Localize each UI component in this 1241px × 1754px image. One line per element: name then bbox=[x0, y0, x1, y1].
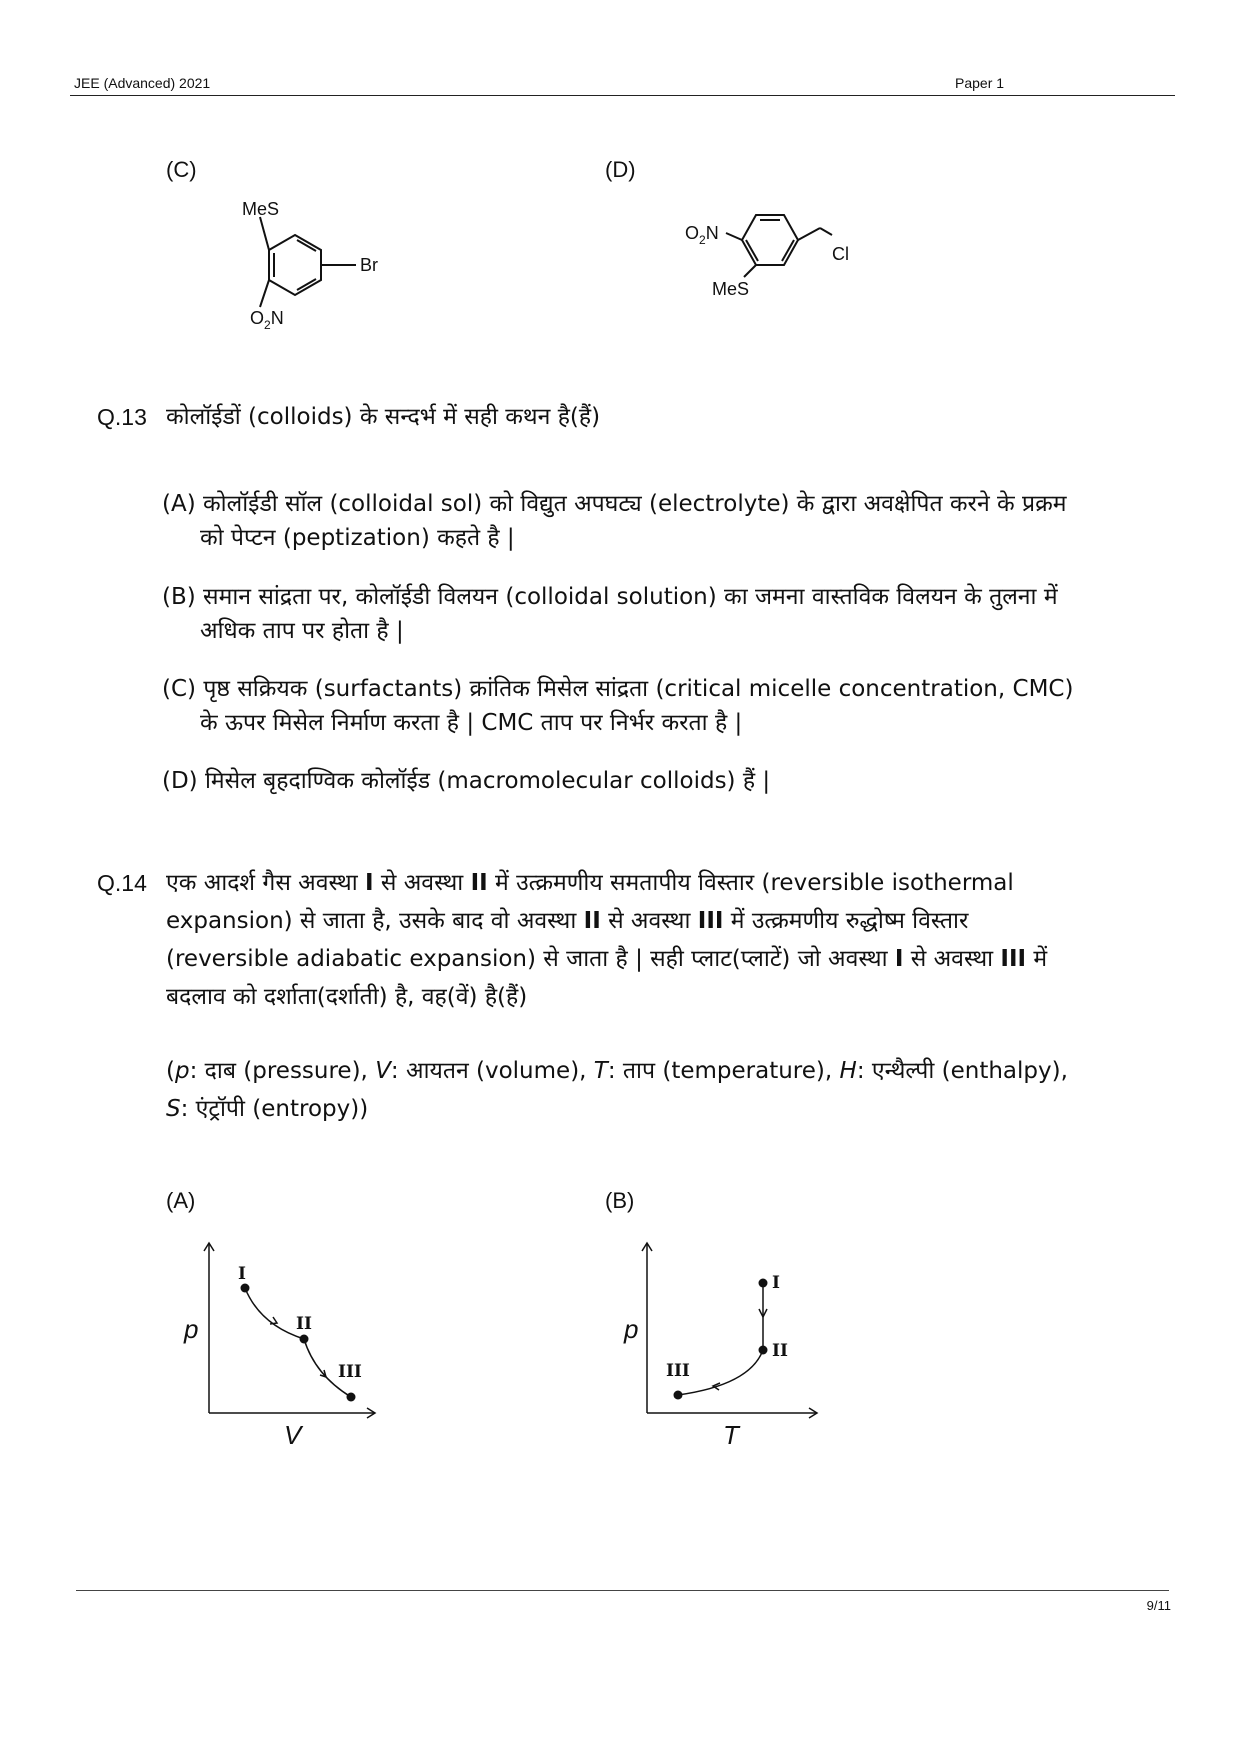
symbol-v: V bbox=[375, 1058, 391, 1084]
plot-b-label: (B) bbox=[605, 1188, 635, 1213]
x-axis-label: V bbox=[284, 1420, 302, 1445]
state-ii-label: II bbox=[772, 1341, 788, 1361]
y-axis-label: p bbox=[184, 1314, 199, 1344]
symbol-def: : एन्थैल्पी (enthalpy), bbox=[856, 1058, 1068, 1084]
q13-option-b bbox=[162, 580, 1092, 648]
symbol-p: p bbox=[174, 1058, 190, 1084]
x-axis-label: T bbox=[723, 1420, 739, 1445]
plot-a bbox=[170, 1235, 390, 1449]
state-iii-label: III bbox=[338, 1362, 362, 1382]
stem-text: में उत्क्रमणीय समतापीय विस्तार (reversible isothermal expansion) से जाता है, उसके बाद वो अवस्था bbox=[166, 870, 1014, 934]
symbol-legend bbox=[166, 1052, 1086, 1128]
q13-option-c bbox=[162, 672, 1092, 740]
paper-label: Paper 1 bbox=[955, 75, 1005, 91]
br-group-label: Br bbox=[360, 255, 378, 275]
footer-rule bbox=[76, 1590, 1169, 1591]
header-rule bbox=[70, 95, 1175, 96]
q13-stem: कोलॉईडों (colloids) के सन्दर्भ में सही कथन है(हैं) bbox=[166, 404, 601, 430]
option-d-label: (D) bbox=[605, 157, 636, 182]
mes-group-label: MeS bbox=[712, 279, 750, 299]
stem-text: में बदलाव को दर्शाता(दर्शाती) है, वह(वें) है(हैं) bbox=[166, 946, 1048, 1010]
legend-paren: ( bbox=[166, 1058, 175, 1084]
symbol-def: : ताप (temperature), bbox=[607, 1058, 833, 1084]
option-text: (B) समान सांद्रता पर, कोलॉईडी विलयन (colloidal solution) का जमना वास्तविक विलयन के तुलना में अधिक ताप पर होता है | bbox=[162, 584, 1058, 644]
symbol-h: H bbox=[839, 1058, 857, 1084]
no2-group-label: $O_2N$ bbox=[685, 223, 719, 247]
state-numeral: I bbox=[365, 870, 374, 896]
q13-option-d bbox=[162, 764, 1092, 798]
symbol-s: S bbox=[166, 1096, 181, 1122]
plot-a-label: (A) bbox=[166, 1188, 196, 1213]
state-i-label: I bbox=[238, 1264, 246, 1284]
plot-b bbox=[610, 1235, 830, 1449]
state-numeral: II bbox=[583, 908, 601, 934]
stem-text: में उत्क्रमणीय रुद्धोष्म विस्तार (reversible adiabatic expansion) से जाता है | सही प्लाट(प्लाटें) जो अवस्था bbox=[166, 908, 969, 972]
q13-number: Q.13 bbox=[97, 404, 147, 430]
option-text: (A) कोलॉईडी सॉल (colloidal sol) को विद्युत अपघट्य (electrolyte) के द्वारा अवक्षेपित करने के प्रक्रम को पेप्टन (peptization) कहते है | bbox=[162, 491, 1067, 551]
structure-d bbox=[680, 195, 900, 309]
stem-text: से अवस्था bbox=[608, 908, 691, 934]
state-numeral: II bbox=[470, 870, 488, 896]
option-text: (D) मिसेल बृहदाण्विक कोलॉईड (macromolecular colloids) हैं | bbox=[162, 768, 771, 794]
symbol-def: : एंट्रॉपी (entropy)) bbox=[180, 1096, 369, 1122]
structure-c bbox=[230, 195, 430, 339]
symbol-t: T bbox=[593, 1058, 608, 1084]
option-c-label: (C) bbox=[166, 157, 197, 182]
state-numeral: III bbox=[697, 908, 724, 934]
symbol-def: : दाब (pressure), bbox=[189, 1058, 368, 1084]
state-numeral: III bbox=[1000, 946, 1027, 972]
state-i-label: I bbox=[772, 1273, 780, 1293]
mes-group-label: MeS bbox=[242, 199, 280, 219]
state-iii-label: III bbox=[666, 1361, 690, 1381]
q14-stem bbox=[166, 864, 1086, 1016]
page-number: 9/11 bbox=[1146, 1598, 1171, 1613]
stem-text: एक आदर्श गैस अवस्था bbox=[166, 870, 358, 896]
y-axis-label: p bbox=[624, 1314, 639, 1344]
q13-option-a bbox=[162, 487, 1092, 555]
stem-text: से अवस्था bbox=[910, 946, 994, 972]
exam-title: JEE (Advanced) 2021 bbox=[74, 75, 211, 91]
symbol-def: : आयतन (volume), bbox=[390, 1058, 587, 1084]
cl-group-label: Cl bbox=[832, 244, 849, 264]
stem-text: से अवस्था bbox=[380, 870, 464, 896]
option-text: (C) पृष्ठ सक्रियक (surfactants) क्रांतिक मिसेल सांद्रता (critical micelle concentration, CMC) के ऊपर मिसेल निर्माण करता है | CMC ताप पर निर्भर करता है | bbox=[162, 676, 1074, 736]
state-numeral: I bbox=[894, 946, 904, 972]
state-ii-label: II bbox=[296, 1314, 312, 1334]
q14-number: Q.14 bbox=[97, 870, 147, 896]
no2-group-label: $O_2N$ bbox=[250, 308, 284, 332]
